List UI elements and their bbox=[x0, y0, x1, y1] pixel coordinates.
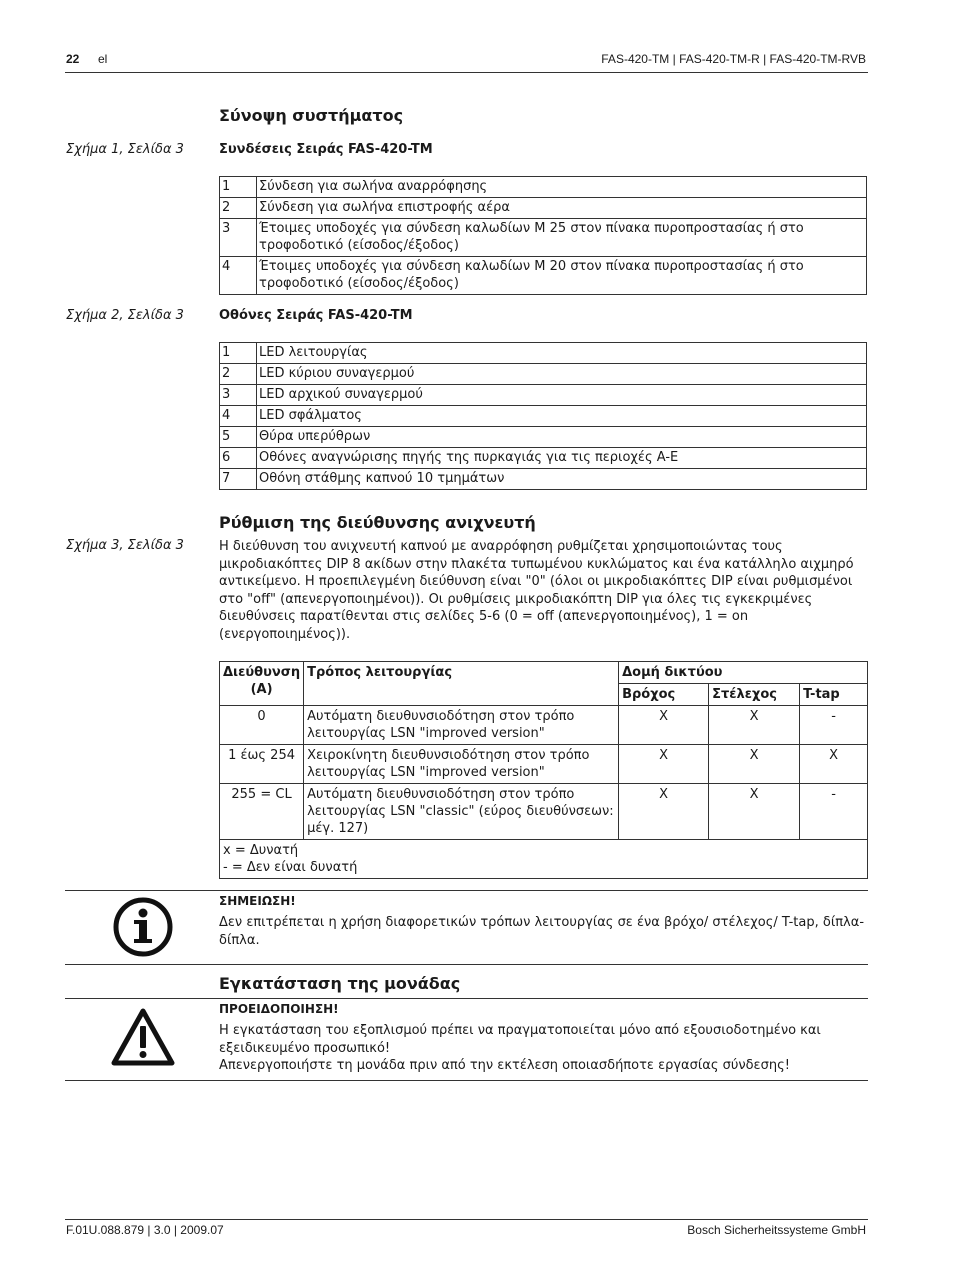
table-row bbox=[220, 364, 867, 385]
table-row bbox=[220, 448, 867, 469]
row-number: 2 bbox=[220, 364, 257, 385]
displays-table bbox=[219, 342, 867, 490]
page-number: 22 bbox=[66, 52, 80, 66]
loop-cell: X bbox=[619, 706, 709, 745]
document-id: F.01U.088.879 | 3.0 | 2009.07 bbox=[66, 1223, 224, 1237]
section-heading-installation: Εγκατάσταση της μονάδας bbox=[219, 974, 461, 993]
product-title: FAS-420-TM | FAS-420-TM-R | FAS-420-TM-RVB bbox=[601, 52, 866, 66]
row-number: 6 bbox=[220, 448, 257, 469]
col-ttap-header: T-tap bbox=[800, 684, 868, 706]
ttap-cell: X bbox=[800, 745, 868, 784]
row-number: 4 bbox=[220, 406, 257, 427]
table-row bbox=[220, 427, 867, 448]
table-row bbox=[220, 343, 867, 364]
warning-text-2: Απενεργοποιήστε τη μονάδα πριν από την εκτέλεση οποιασδήποτε εργασίας σύνδεσης! bbox=[219, 1058, 790, 1073]
table-row bbox=[220, 406, 867, 427]
stub-cell: X bbox=[709, 745, 800, 784]
row-text: Σύνδεση για σωλήνα επιστροφής αέρα bbox=[257, 198, 867, 219]
table-row bbox=[220, 784, 868, 840]
loop-cell: X bbox=[619, 784, 709, 840]
table-legend bbox=[220, 840, 868, 879]
col-loop-header: Βρόχος bbox=[619, 684, 709, 706]
address-paragraph: Η διεύθυνση του ανιχνευτή καπνού με αναρρόφηση ρυθμίζεται χρησιμοποιώντας τους μικροδιακόπτες DIP 8 ακίδων στην πλακέτα τυπωμένου κυκλώματος και ένα κατάλληλο αιχμηρό αντικείμενο. Η προεπιλεγμένη διεύθυνση είναι "0" (όλοι οι μικροδιακόπτες DIP είναι ρυθμισμένοι στο "off" (απενεργοποιημένοι)). Οι ρυθμίσεις μικροδιακόπτη DIP για όλες τις εγκεκριμένες διευθύνσεις παρατίθενται στις σελίδες 5-6 (0 = off (απενεργοποιημένος), 1 = on (ενεργοποιημένος)). bbox=[219, 539, 854, 642]
row-text: LED λειτουργίας bbox=[257, 343, 867, 364]
note-bottom-rule bbox=[65, 964, 868, 965]
row-number: 2 bbox=[220, 198, 257, 219]
info-icon bbox=[112, 896, 174, 958]
address-cell: 0 bbox=[220, 706, 304, 745]
company-name: Bosch Sicherheitssysteme GmbH bbox=[687, 1223, 866, 1237]
footer-rule bbox=[65, 1219, 868, 1220]
table-header-row bbox=[220, 662, 868, 684]
note-text: Δεν επιτρέπεται η χρήση διαφορετικών τρόπων λειτουργίας σε ένα βρόχο/ στέλεχος/ T-tap, δίπλα-δίπλα. bbox=[219, 915, 865, 948]
row-number: 3 bbox=[220, 385, 257, 406]
table-row bbox=[220, 745, 868, 784]
table-row bbox=[220, 219, 867, 257]
table-row bbox=[220, 385, 867, 406]
row-text: Οθόνη στάθμης καπνού 10 τμημάτων bbox=[257, 469, 867, 490]
warning-top-rule bbox=[65, 998, 868, 999]
mode-cell: Αυτόματη διευθυνσιοδότηση στον τρόπο λειτουργίας LSN "improved version" bbox=[304, 706, 619, 745]
note-title: ΣΗΜΕΙΩΣΗ! bbox=[219, 894, 296, 908]
legend-possible: x = Δυνατή bbox=[223, 843, 299, 858]
mode-cell: Αυτόματη διευθυνσιοδότηση στον τρόπο λειτουργίας LSN "classic" (εύρος διευθύνσεων: μέγ. 127) bbox=[304, 784, 619, 840]
warning-text-1: Η εγκατάσταση του εξοπλισμού πρέπει να πραγματοποιείται μόνο από εξουσιοδοτημένο και εξειδικευμένο προσωπικό! bbox=[219, 1023, 821, 1056]
table-row bbox=[220, 257, 867, 295]
mode-cell: Χειροκίνητη διευθυνσιοδότηση στον τρόπο λειτουργίας LSN "improved version" bbox=[304, 745, 619, 784]
row-text: Σύνδεση για σωλήνα αναρρόφησης bbox=[257, 177, 867, 198]
address-cell: 255 = CL bbox=[220, 784, 304, 840]
row-text: LED αρχικού συναγερμού bbox=[257, 385, 867, 406]
header-rule bbox=[65, 72, 868, 73]
row-text: Έτοιμες υποδοχές για σύνδεση καλωδίων M 20 στον πίνακα πυροπροστασίας ή στο τροφοδοτικό (είσοδος/έξοδος) bbox=[257, 257, 867, 295]
language-code: el bbox=[98, 52, 108, 66]
stub-cell: X bbox=[709, 706, 800, 745]
figure-3-reference: Σχήμα 3, Σελίδα 3 bbox=[66, 538, 184, 553]
table-row bbox=[220, 177, 867, 198]
addressing-table bbox=[219, 661, 868, 879]
stub-cell: X bbox=[709, 784, 800, 840]
row-number: 3 bbox=[220, 219, 257, 257]
ttap-cell: - bbox=[800, 706, 868, 745]
row-number: 7 bbox=[220, 469, 257, 490]
row-number: 1 bbox=[220, 177, 257, 198]
warning-bottom-rule bbox=[65, 1080, 868, 1081]
address-cell: 1 έως 254 bbox=[220, 745, 304, 784]
figure-2-reference: Σχήμα 2, Σελίδα 3 bbox=[66, 308, 184, 323]
row-text: LED σφάλματος bbox=[257, 406, 867, 427]
row-text: Οθόνες αναγνώρισης πηγής της πυρκαγιάς για τις περιοχές A-E bbox=[257, 448, 867, 469]
row-text: LED κύριου συναγερμού bbox=[257, 364, 867, 385]
row-number: 1 bbox=[220, 343, 257, 364]
figure-2-caption: Οθόνες Σειράς FAS-420-TM bbox=[219, 308, 413, 323]
col-address-header: Διεύθυνση (A) bbox=[220, 662, 304, 706]
legend-not-possible: - = Δεν είναι δυνατή bbox=[223, 860, 358, 875]
table-row bbox=[220, 706, 868, 745]
loop-cell: X bbox=[619, 745, 709, 784]
row-number: 5 bbox=[220, 427, 257, 448]
col-stub-header: Στέλεχος bbox=[709, 684, 800, 706]
table-row bbox=[220, 469, 867, 490]
figure-1-reference: Σχήμα 1, Σελίδα 3 bbox=[66, 142, 184, 157]
row-text: Έτοιμες υποδοχές για σύνδεση καλωδίων M 25 στον πίνακα πυροπροστασίας ή στο τροφοδοτικό (είσοδος/έξοδος) bbox=[257, 219, 867, 257]
row-text: Θύρα υπερύθρων bbox=[257, 427, 867, 448]
col-mode-header: Τρόπος λειτουργίας bbox=[304, 662, 619, 706]
warning-title: ΠΡΟΕΙΔΟΠΟΙΗΣΗ! bbox=[219, 1002, 339, 1016]
ttap-cell: - bbox=[800, 784, 868, 840]
col-network-header: Δομή δικτύου bbox=[619, 662, 868, 684]
figure-1-caption: Συνδέσεις Σειράς FAS-420-TM bbox=[219, 142, 433, 157]
connections-table bbox=[219, 176, 867, 295]
table-row bbox=[220, 198, 867, 219]
note-top-rule bbox=[65, 890, 868, 891]
section-heading-detector-address: Ρύθμιση της διεύθυνσης ανιχνευτή bbox=[219, 513, 536, 532]
table-legend-row bbox=[220, 840, 868, 879]
section-heading-system-overview: Σύνοψη συστήματος bbox=[219, 106, 404, 125]
warning-triangle-icon bbox=[110, 1006, 176, 1068]
row-number: 4 bbox=[220, 257, 257, 295]
